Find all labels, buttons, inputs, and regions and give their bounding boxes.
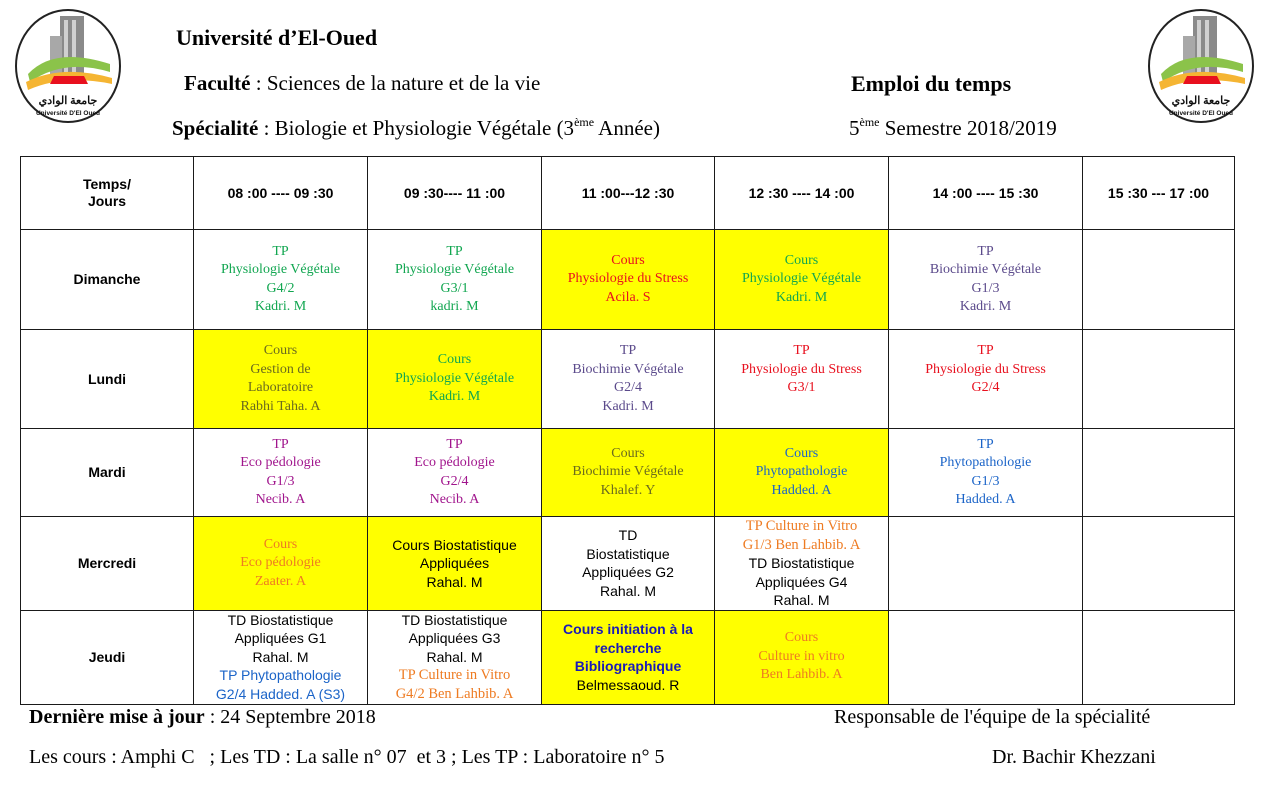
session-cell [715,230,889,330]
session-line: Hadded. A [955,492,1016,507]
slot-header: 15 :30 --- 17 :00 [1083,157,1235,230]
session-line: Cours [784,252,819,268]
specialty-label: Spécialité [172,116,259,140]
session-line: TD Biostatistique [748,555,855,571]
session-line: TP [619,343,637,358]
session-line: Appliquées G1 [234,630,327,647]
session-cell [542,330,715,429]
session-line: Physiologie du Stress [925,361,1046,377]
slot-header: 09 :30---- 11 :00 [368,157,542,230]
session-cell [542,429,715,517]
semester-text: Semestre 2018/2019 [879,116,1057,140]
table-row [21,517,1235,611]
empty-cell [1083,610,1235,704]
day-label: Mardi [21,429,194,517]
corner-line: Jours [87,193,127,209]
session-line: Appliquées G4 [755,573,848,590]
university-logo-right [1147,6,1255,124]
session-line: G4/2 Ben Lahbib. A [395,685,514,702]
session-line: TP [977,343,994,358]
page-title: Emploi du temps [851,71,1012,96]
session-cell [368,230,542,330]
session-line: Cours Biostatistique [392,536,517,553]
specialty-line [172,116,660,141]
session-line: TP [272,436,289,452]
session-line: Rahal. M [773,592,830,608]
faculty-line [184,71,540,96]
session-line: Kadri. M [602,398,654,414]
session-cell [542,517,715,611]
slot-header: 14 :00 ---- 15 :30 [889,157,1083,230]
session-line: Biochimie Végétale [572,464,684,480]
specialty-sup: ème [574,115,595,129]
session-line: Rabhi Taha. A [240,398,321,414]
day-label: Jeudi [21,610,194,704]
slot-header: 08 :00 ---- 09 :30 [194,157,368,230]
session-line: TP [272,243,289,259]
last-update [29,706,376,729]
session-line: Physiologie Végétale [394,262,515,277]
empty-cell [1083,429,1235,517]
session-line: Cours [784,630,819,646]
corner-line: Temps/ [83,176,131,192]
session-line: Cours initiation à la [563,621,693,637]
session-cell [889,230,1083,330]
session-line: TP [977,436,994,452]
session-line: TP [446,243,463,259]
session-line: Cours [784,445,819,461]
session-line: Acila. S [605,289,651,305]
session-cell [368,330,542,429]
session-line: TP Phytopathologie [219,667,342,684]
session-line: G2/4 [614,380,642,395]
empty-cell [1083,517,1235,611]
session-line: Physiologie Végétale [394,370,515,386]
session-cell [194,230,368,330]
table-row [21,429,1235,517]
session-line: Cours [263,536,298,552]
session-line: G1/3 [971,473,1000,489]
session-line: Necib. A [429,492,480,507]
semester-sup: ème [859,115,880,129]
empty-cell [1083,330,1235,429]
table-row [21,330,1235,429]
university-logo-left [14,6,122,124]
specialty-value: : Biologie et Physiologie Végétale (3 [258,116,575,140]
slot-header: 12 :30 ---- 14 :00 [715,157,889,230]
responsible-name: Dr. Bachir Khezzani [992,746,1156,768]
session-cell [542,610,715,704]
session-line: Gestion de [250,361,311,377]
semester-line [849,116,1057,141]
session-line: Eco pédologie [240,555,321,570]
session-line: Laboratoire [247,380,314,395]
session-line: kadri. M [430,299,479,314]
session-line: Kadri. M [254,299,307,314]
semester-num: 5 [849,116,860,140]
session-line: G3/1 [787,380,816,395]
session-line: TD Biostatistique [227,611,334,628]
session-cell [715,610,889,704]
session-cell [194,517,368,611]
session-line: TD Biostatistique [401,611,508,628]
timetable [20,156,1235,705]
session-line: Zaater. A [254,573,307,589]
day-label: Mercredi [21,517,194,611]
session-cell [715,330,889,429]
day-label: Dimanche [21,230,194,330]
session-line: Phytopathologie [939,455,1032,470]
session-line: Cours [263,343,298,358]
session-line: Bibliographique [574,658,682,674]
session-line: G1/3 Ben Lahbib. A [742,536,861,553]
empty-cell [889,610,1083,704]
faculty-label: Faculté [184,71,251,95]
session-line: TP [977,243,994,259]
session-line: G4/2 [266,280,295,296]
rooms-info: Les cours : Amphi C ; Les TD : La salle n° 07 et 3 ; Les TP : Laboratoire n° 5 [29,746,665,768]
session-cell [715,517,889,611]
session-cell [194,330,368,429]
session-line: Necib. A [255,492,306,507]
svg-text:Université D'El Oued: Université D'El Oued [35,110,101,117]
corner-header [21,157,194,230]
specialty-end: Année) [594,116,660,140]
session-line: Eco pédologie [414,455,495,470]
session-line: Physiologie Végétale [741,271,862,287]
session-line: Khalef. Y [600,482,656,498]
session-line: Hadded. A [771,482,832,498]
session-line: Phytopathologie [755,464,848,480]
session-line: TP Culture in Vitro [398,667,511,684]
empty-cell [889,517,1083,611]
session-line: Physiologie du Stress [567,271,689,287]
session-line: G2/4 Hadded. A (S3) [215,685,346,702]
session-line: G2/4 [971,380,1000,395]
session-line: Eco pédologie [240,455,321,470]
slot-header: 11 :00---12 :30 [542,157,715,230]
session-line: G2/4 [440,473,469,489]
session-line: Rahal. M [252,648,309,665]
session-line: Belmessaoud. R [576,676,680,693]
table-header-row [21,157,1235,230]
session-cell [194,429,368,517]
session-line: G1/3 [971,280,1000,296]
session-line: TP [793,343,810,358]
session-line: Kadri. M [959,299,1012,314]
table-row [21,610,1235,704]
svg-text:Université D'El Oued: Université D'El Oued [1168,110,1234,117]
session-line: Ben Lahbib. A [760,667,843,683]
session-line: Appliquées G2 [582,564,674,581]
session-line: Biochimie Végétale [929,262,1042,277]
session-line: Kadri. M [775,289,828,305]
responsible-title: Responsable de l'équipe de la spécialité [834,706,1151,728]
session-line: TP [446,436,463,452]
session-line: Rahal. M [599,582,657,599]
table-row [21,230,1235,330]
session-line: Rahal. M [426,573,483,590]
session-line: Cours [611,252,645,268]
session-line: Culture in vitro [758,648,845,664]
session-cell [715,429,889,517]
svg-text:جامعة الوادي: جامعة الوادي [38,95,98,107]
session-line: Cours [611,445,645,461]
session-cell [368,610,542,704]
session-line: Physiologie Végétale [220,262,341,277]
session-line: TD [618,527,638,544]
session-line: Biostatistique [586,545,670,562]
session-line: G1/3 [266,473,295,489]
session-cell [542,230,715,330]
session-cell [889,330,1083,429]
session-line: Appliquées [419,555,490,571]
session-line: Biochimie Végétale [572,361,684,377]
last-update-label: Dernière mise à jour [29,706,205,728]
session-line: Cours [437,352,472,368]
last-update-value: : 24 Septembre 2018 [204,706,376,728]
session-line: Rahal. M [426,648,483,665]
session-cell [368,517,542,611]
university-name: Université d’El-Oued [176,25,378,50]
faculty-value: : Sciences de la nature et de la vie [250,71,541,95]
svg-text:جامعة الوادي: جامعة الوادي [1171,95,1231,107]
session-line: recherche [594,639,662,656]
empty-cell [1083,230,1235,330]
session-line: Appliquées G3 [408,630,501,647]
session-line: Kadri. M [428,389,481,405]
session-line: Physiologie du Stress [741,361,862,377]
session-cell [368,429,542,517]
session-cell [194,610,368,704]
session-line: G3/1 [440,280,469,296]
day-label: Lundi [21,330,194,429]
session-line: TP Culture in Vitro [745,518,858,534]
session-cell [889,429,1083,517]
